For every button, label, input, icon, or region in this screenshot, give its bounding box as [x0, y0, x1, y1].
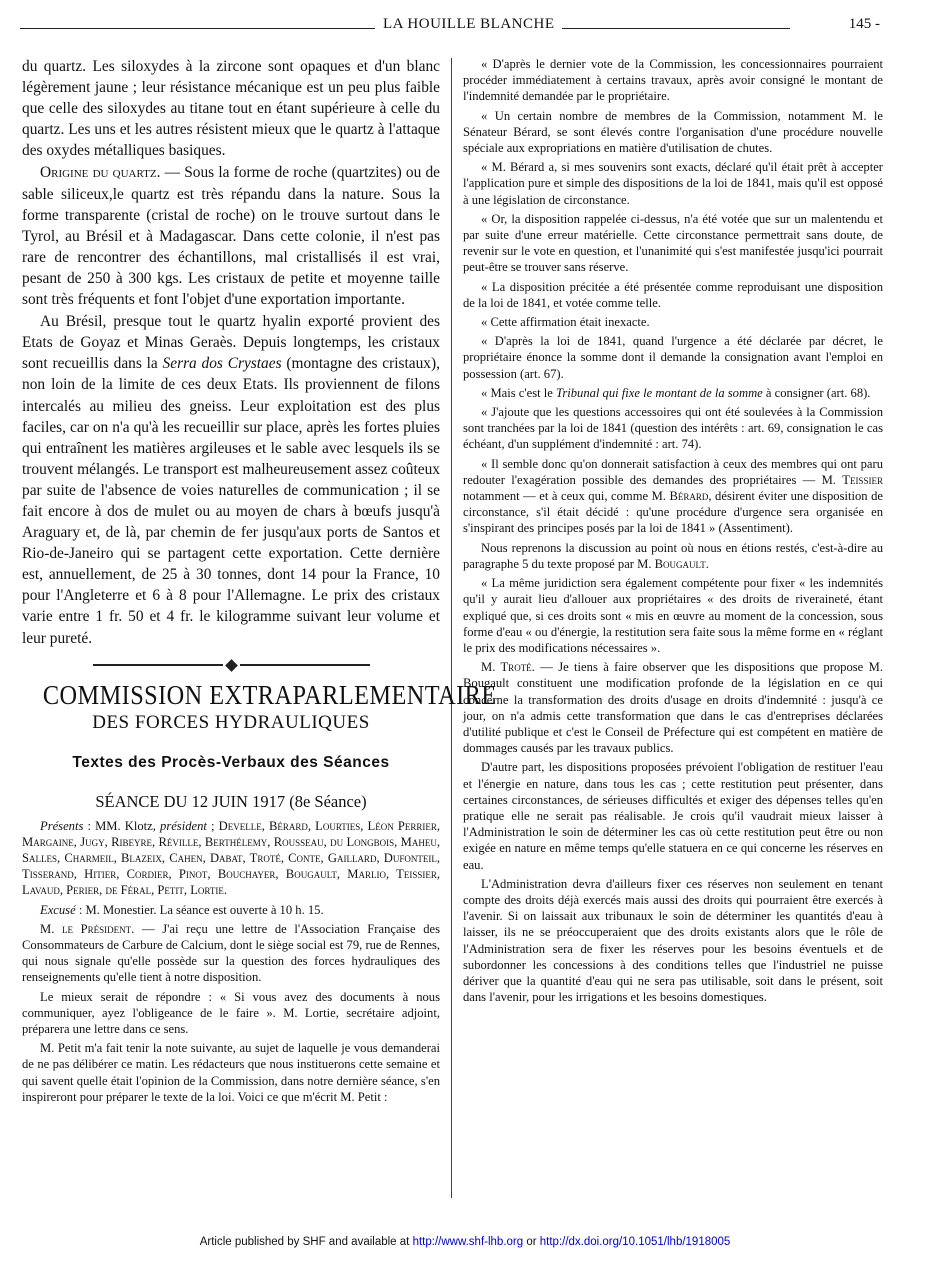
left-column — [22, 56, 497, 1108]
reprenons-end: . — [705, 556, 709, 571]
excuse-label: Excusé — [40, 902, 76, 917]
excuse-text: : M. Monestier. La séance est ouverte à 10 h. 15. — [75, 902, 324, 917]
quote-8-italic: Tribunal qui fixe le montant de la somme — [556, 385, 763, 400]
name-teissier: Teissier — [842, 472, 883, 487]
paragraph-bresil — [22, 311, 440, 649]
place-name-serra: Serra dos Crystaes — [162, 355, 282, 373]
quote-10-text-b: notamment — et à ceux qui, comme M. — [463, 489, 670, 504]
presents-names: ; Develle, Bérard, Lourties, Léon Perrier, Margaine, Jugy, Ribeyre, Réville, Berthélemy, Rousseau, du Longbois, Maheu, Salles, Charmeil, Blazeix, Cahen, Dabat, Troté, Conte, Gaillard, Dufonteil, Tisserand, Hitier, Cordier, Pinot, Bouchayer, Bougault, Marlio, Teissier, Lavaud, Perier, de Féral, Petit, Lortie. — [22, 818, 440, 898]
quote-1: « D'après le dernier vote de la Commission, les concessionnaires pourraient procéder immédiatement à certains travaux, après avoir consigné le montant de l'indemnité demandée par le propriétaire. — [463, 57, 883, 104]
ornament-divider — [22, 661, 440, 670]
journal-title: LA HOUILLE BLANCHE — [375, 16, 562, 33]
page-header — [20, 14, 910, 36]
quote-6: « Cette affirmation était inexacte. — [481, 315, 650, 330]
quote-8-text-b: à consigner (art. 68). — [762, 385, 871, 400]
column-divider — [451, 58, 452, 1198]
quote-8-text-a: « Mais c'est le — [481, 385, 557, 400]
footer-prefix: Article published by SHF and available at — [199, 1236, 413, 1248]
page-number: 145 - — [848, 16, 880, 32]
quote-8 — [463, 385, 883, 401]
paragraph-president-text: — J'ai reçu une lettre de l'Association Française des Consommateurs de Carbure de Calcium, dont le siège social est 79, rue de Rennes, qui nous signale qu'elle possède sur la question des forces hydrauliques des renseignements qu'elle tient à notre disposition. — [22, 921, 440, 985]
footer-link-shf[interactable]: http://www.shf-lhb.org — [412, 1236, 524, 1248]
president-word: président — [160, 818, 207, 833]
session-heading: SÉANCE DU 12 JUIN 1917 (8e Séance) — [95, 791, 367, 811]
paragraph-origine-text: — Sous la forme de roche (quartzites) ou de sable siliceux,le quartz est très répandu dans la nature. Sous la forme transparente (cristal de roche) on le trouve surtout dans le Tyrol, au Brésil et à Madagascar. Dans cette colonie, il n'est pas rare de rencontrer des échantillons, mal cristallisés il est vrai, pesant de 250 à 300 kgs. Les cristaux de petite et moyenne taille sont très fréquents et font l'objet d'une exportation importante. — [22, 164, 441, 309]
paragraph-president — [22, 921, 440, 986]
quote-9: « J'ajoute que les questions accessoires qui ont été soulevées à la Commission sont tranchées par la loi de 1841 (question des intérêts : art. 69, consignation le cas échéant, d'un supplément d'indemnité : art. 74). — [463, 405, 883, 452]
paragraph-administration: L'Administration devra d'ailleurs fixer ces réserves non seulement en tenant compte des droits déjà exercés mais aussi des droits qui pourraient être exercés à l'avenir. Si on laissait aux tribunaux le soin de déterminer les quantités d'eau à laisser, ils ne se préoccuperaient que des droits existants alors que le rôle de l'Administration sera de fixer les réserves pour les besoins éventuels et de subordonner les concessions à des conditions telles que l'industriel ne puisse dériver que la quantité d'eau qui ne sera pas utilisable, soit dans le présent, soit dans l'avenir, pour les irrigations et les besoins domestiques. — [463, 876, 883, 1005]
speaker-trote: M. Troté. — [481, 660, 535, 675]
reprenons-text: Nous reprenons la discussion au point où nous en étions restés, c'est-à-dire au paragraphe 5 du texte proposé par M. — [463, 540, 883, 571]
commission-subtitle: DES FORCES HYDRAULIQUES — [92, 711, 370, 733]
paragraph-origine — [22, 162, 440, 310]
section-heading-origine: Origine du quartz. — [40, 164, 161, 182]
footer-citation — [0, 1236, 930, 1248]
paragraph-siloxydes: du quartz. Les siloxydes à la zircone sont opaques et d'un blanc légèrement jaune ; leur résistance mécanique est un peu plus faible que celle des siloxydes au titane tout en étant supérieure à celle du quartz. Les uns et les autres résistent mieux que le quartz à l'attaque des oxydes métalliques basiques. — [22, 58, 440, 160]
excuse-line — [22, 902, 440, 918]
name-bougault: Bougault — [654, 556, 706, 571]
speaker-president: M. le Président. — [40, 921, 135, 936]
paragraph-trote — [463, 659, 883, 756]
right-column — [463, 56, 883, 1008]
quote-5: « La disposition précitée a été présentée comme reproduisant une disposition de la loi de 1841, et votée comme telle. — [463, 279, 883, 310]
minutes-heading: Textes des Procès-Verbaux des Séances — [72, 753, 390, 771]
commission-title: COMMISSION EXTRAPARLEMENTAIRE — [42, 679, 497, 710]
paragraph-bresil-text-a: Au Brésil, presque tout le quartz hyalin exporté provient des Etats de Goyaz et Minas Geraès. Depuis longtemps, les cristaux sont recueillis dans la — [22, 313, 440, 373]
presents-label: Présents — [40, 818, 84, 833]
quote-2: « Un certain nombre de membres de la Commission, notamment M. le Sénateur Bérard, se sont élevés contre l'organisation d'une procédure nouvelle spéciale aux expropriations en matière d'utilisation de chutes. — [463, 108, 883, 156]
paragraph-mieux: Le mieux serait de répondre : « Si vous avez des documents à nous communiquer, ayez l'obligeance de le faire ». M. Lortie, secrétaire adjoint, préparera une lettre dans ce sens. — [22, 989, 440, 1037]
paragraph-reprenons — [463, 540, 883, 572]
quote-10 — [463, 456, 883, 537]
quote-10-text-a: « Il semble donc qu'on donnerait satisfaction à ceux des membres qui ont paru redouter l'exagération possible des demandes des propriétaires — M. — [463, 456, 883, 487]
quote-10-text-c: , désirent éviter une disposition de circonstance, s'il était décidé : qu'une procédure d'urgence sera organisée en s'inspirant des principes posés par la loi de 1841 » (Assentiment). — [463, 489, 883, 536]
presents-text-a: : MM. Klotz, — [83, 818, 161, 833]
quote-3: « M. Bérard a, si mes souvenirs sont exacts, déclaré qu'il était prêt à accepter l'application pure et simple des dispositions de la loi de 1841, mais qu'il est opposé à une législation de circonstance. — [463, 160, 883, 207]
quote-7: « D'après la loi de 1841, quand l'urgence a été déclarée par décret, le propriétaire énonce la somme dont il demande la consignation avant l'emploi en possession (art. 67). — [463, 334, 883, 381]
footer-link-doi[interactable]: http://dx.doi.org/10.1051/lhb/1918005 — [539, 1236, 731, 1248]
quote-4: « Or, la disposition rappelée ci-dessus, n'a été votée que sur un malentendu et par suite d'une erreur matérielle. Cette circonstance permettrait sans doute, de revenir sur le vote en question, et l'unanimité qui s'est manifestée jusqu'ici pourrait peut-être se trouver sans réserve. — [463, 211, 883, 275]
name-berard: Bérard — [669, 489, 709, 504]
paragraph-bresil-text-b: (montagne des cristaux), non loin de la limite de ces deux Etats. Ils proviennent de filons intercalés au milieu des gneiss. Leur exploitation est des plus faciles, car on n'a qu'à les recueillir sur place, après les fortes pluies qui entraînent les matières argileuses et le sable avec lesquels ils se trouvent mélangés. Le transport est malheureusement assez coûteux par suite de l'absence de voies naturelles de communication ; il se fait encore à dos de mulet ou au moyen de chars à bœufs jusqu'à Araguary et, de là, par chemin de fer jusqu'aux ports de Santos et Rio-de-Janeiro qui se partagent cette exportation. Cette dernière est, annuellement, de 25 à 30 tonnes, dont 14 pour la France, 10 pour l'Angleterre et 6 à 8 pour l'Allemagne. Le prix des cristaux varie entre 1 fr. 50 et 4 fr. le kilogramme suivant leur volume et leur pureté. — [22, 355, 440, 647]
paragraph-petit: M. Petit m'a fait tenir la note suivante, au sujet de laquelle je vous demanderai de ne pas délibérer ce matin. Les rédacteurs que nous instituerons cette semaine et qui savent quelle était l'opinion de la Commission, dans notre dernière séance, s'en inspireront pour préparer le texte de la loi. Voici ce que m'écrit M. Petit : — [22, 1041, 440, 1104]
presents-list — [22, 818, 440, 899]
article-text: « La même juridiction sera également compétente pour fixer « les indemnités qu'il y aurait lieu d'allouer aux propriétaires « des droits de riveraineté, étant expliqué que, si ces droits sont « mis en œuvre au moment de la concession, sous forme d'eau « ou d'énergie, la restitution sera faite sous la même forme en « réglant le prix des modifications nécessaires ». — [463, 576, 883, 655]
paragraph-autre-part: D'autre part, les dispositions proposées prévoient l'obligation de restituer l'eau et l'énergie en nature, dans tous les cas ; cette restitution peut présenter, dans certaines circonstances, de sérieuses difficultés et exiger des dépenses telles qu'en pratique elle ne serait pas réalisable. Je crois qu'il vaudrait mieux laisser à l'Administration le soin de déterminer les cas où cette restitution peut être ou non exigée en nature en même temps qu'elle statuera en ce qui concerne les réserves en eau. — [463, 760, 883, 872]
paragraph-trote-text: — Je tiens à faire observer que les dispositions que propose M. Bougault constituent une modification profonde de la législation en ce qui concerne la transformation des droits d'usage en droits d'indemnité : jusqu'à ce jour, on n'a admis cette transformation que dans le cas d'entreprises déclarées d'utilité publique et c'est le Conseil de Préfecture qui est compétent en matière de dommages causés par les travaux publics. — [463, 660, 883, 756]
footer-mid: or — [523, 1236, 540, 1248]
